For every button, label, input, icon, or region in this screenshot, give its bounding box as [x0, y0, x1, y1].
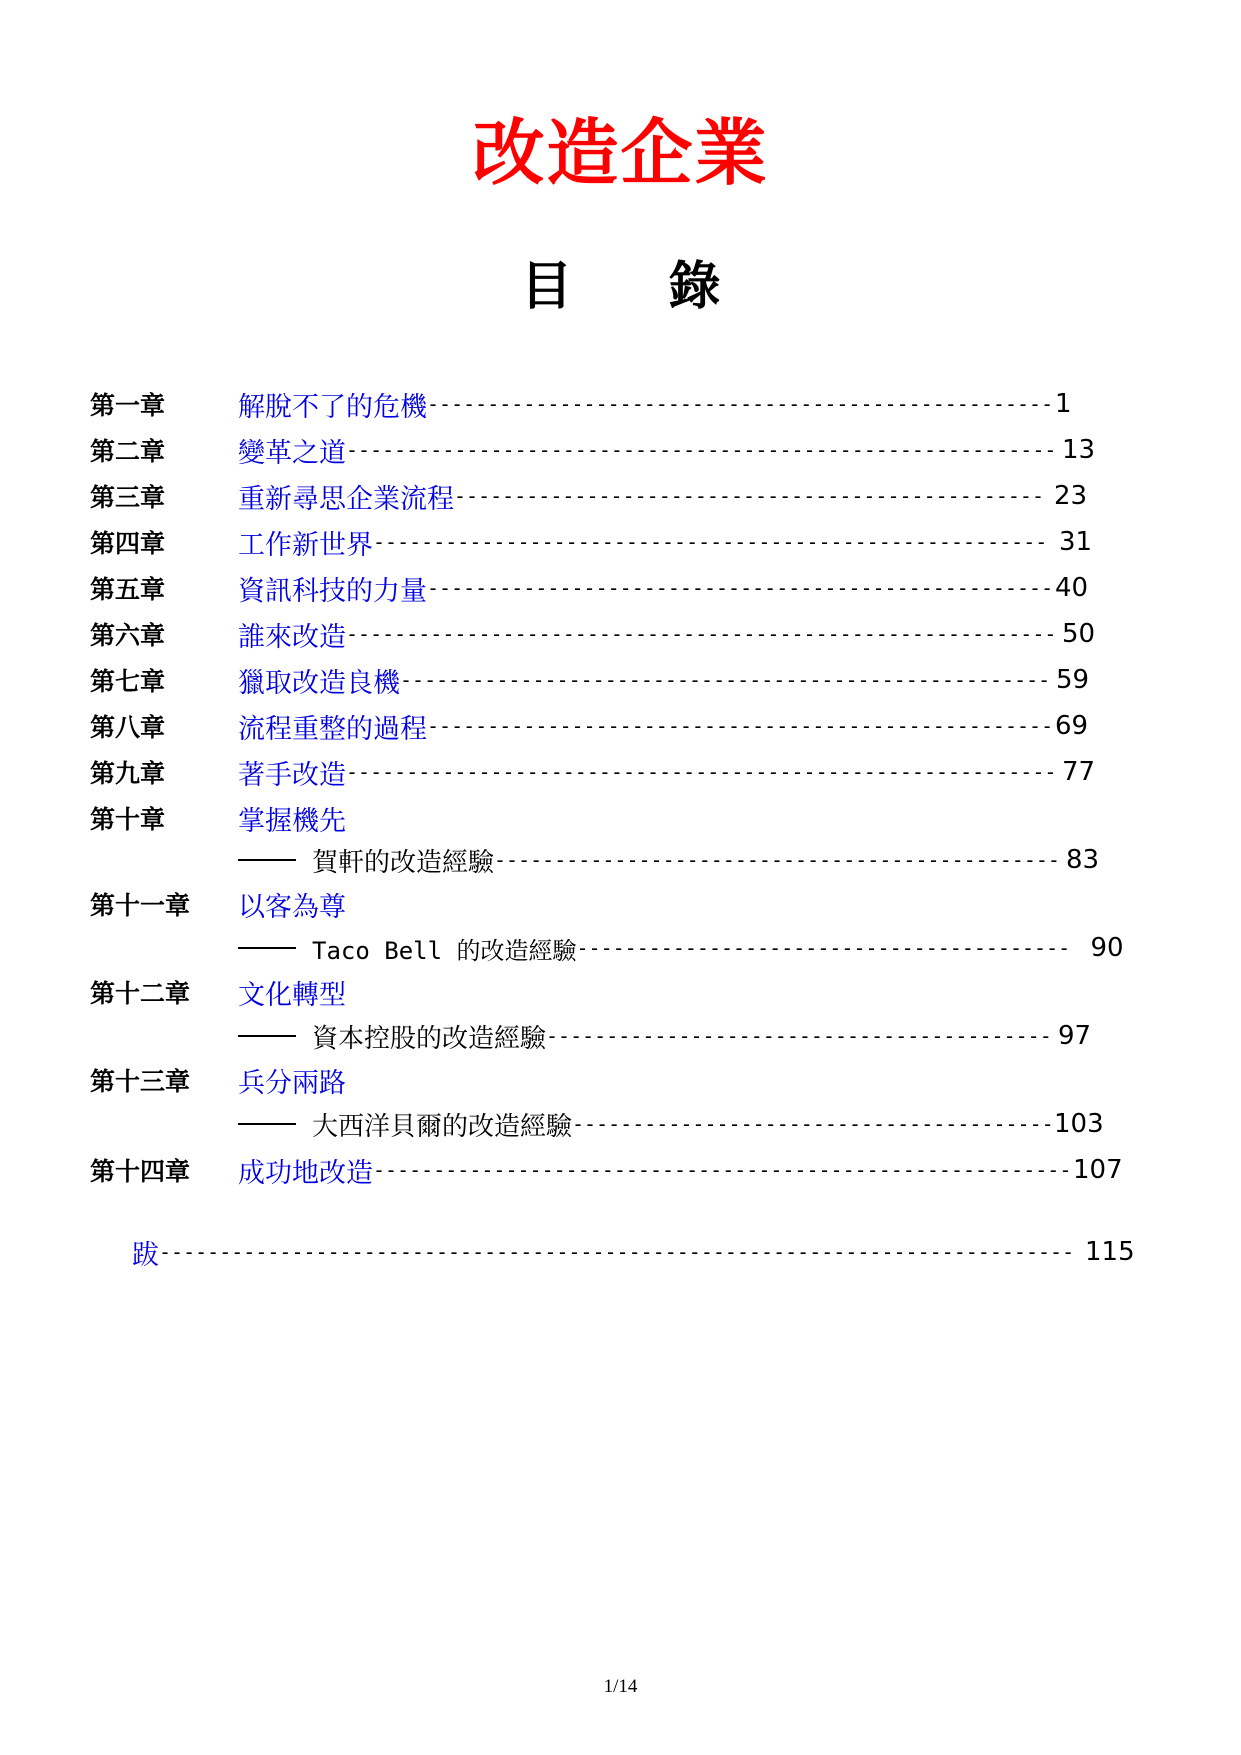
chapter-label: 第九章	[90, 759, 166, 788]
toc-entry[interactable]	[90, 1060, 346, 1100]
leader-dots: -----------------------------------------------------------	[346, 622, 1057, 646]
page-number: 97	[1058, 1021, 1092, 1051]
subentry-title[interactable]: 賀軒的改造經驗	[312, 847, 495, 878]
leader-dots: ------------------------------------------	[546, 1024, 1052, 1048]
chapter-label: 第十四章	[90, 1157, 191, 1186]
page-number: 103	[1054, 1109, 1104, 1139]
leader-dots: ----------------------------------------------------------------------------	[159, 1240, 1075, 1264]
subentry-title[interactable]: 大西洋貝爾的改造經驗	[312, 1111, 573, 1142]
toc-entry[interactable]	[90, 798, 346, 838]
chapter-label: 第五章	[90, 575, 166, 604]
page-number: 69	[1055, 711, 1089, 741]
leader-dots: -----------------------------------------	[576, 936, 1071, 960]
chapter-label: 第四章	[90, 529, 166, 558]
chapter-title[interactable]: 兵分兩路	[238, 1067, 346, 1099]
chapter-label: 第十二章	[90, 979, 191, 1008]
toc-entry[interactable]	[90, 884, 346, 924]
chapter-label: 第七章	[90, 667, 166, 696]
leader-dots: -----------------------------------------------------------	[346, 438, 1057, 462]
toc-entry[interactable]	[90, 660, 1089, 700]
page-number: 40	[1055, 573, 1089, 603]
chapter-title[interactable]: 資訊科技的力量	[238, 575, 427, 607]
chapter-title[interactable]: 掌握機先	[238, 805, 346, 837]
page-number: 31	[1059, 527, 1093, 557]
toc-entry[interactable]	[90, 972, 346, 1012]
chapter-label: 第三章	[90, 483, 166, 512]
toc-subentry[interactable]	[238, 1104, 1104, 1144]
page-number: 115	[1085, 1237, 1135, 1267]
toc-entry[interactable]	[90, 476, 1087, 516]
em-dash	[238, 859, 296, 861]
toc-subentry[interactable]	[238, 840, 1099, 880]
leader-dots: -------------------------------------------------	[454, 484, 1045, 508]
chapter-label: 第六章	[90, 621, 166, 650]
em-dash	[238, 1035, 296, 1037]
leader-dots: ----------------------------------------	[572, 1112, 1054, 1136]
leader-dots: ----------------------------------------------------	[427, 714, 1054, 738]
subentry-title[interactable]: 資本控股的改造經驗	[312, 1023, 547, 1054]
toc-entry[interactable]	[90, 1150, 1123, 1190]
page-number: 83	[1066, 845, 1100, 875]
chapter-title[interactable]: 誰來改造	[238, 621, 346, 653]
chapter-title[interactable]: 變革之道	[238, 437, 346, 469]
leader-dots: -----------------------------------------------	[494, 848, 1060, 872]
leader-dots: --------------------------------------------------------	[373, 530, 1048, 554]
toc-entry[interactable]	[90, 384, 1072, 424]
chapter-label: 第一章	[90, 391, 166, 420]
page-number: 90	[1090, 933, 1124, 963]
em-dash	[238, 1123, 296, 1125]
page-number: 50	[1062, 619, 1096, 649]
chapter-title[interactable]: 流程重整的過程	[238, 713, 427, 745]
chapter-title[interactable]: 文化轉型	[238, 979, 346, 1011]
page-number: 1	[1055, 389, 1072, 419]
page-number: 107	[1073, 1155, 1123, 1185]
toc-entry[interactable]	[90, 522, 1092, 562]
chapter-title[interactable]: 以客為尊	[238, 891, 346, 923]
chapter-label: 第二章	[90, 437, 166, 466]
toc-heading-char-1: 目	[520, 257, 573, 317]
toc-heading-char-2: 錄	[668, 257, 721, 317]
leader-dots: -----------------------------------------------------------	[346, 760, 1057, 784]
chapter-label: 第十三章	[90, 1067, 191, 1096]
chapter-title[interactable]: 解脫不了的危機	[238, 391, 427, 423]
page-number: 13	[1062, 435, 1096, 465]
leader-dots: ------------------------------------------------------	[400, 668, 1051, 692]
chapter-title[interactable]: 重新尋思企業流程	[238, 483, 454, 515]
toc-entry[interactable]	[90, 752, 1095, 792]
page-indicator: 1/14	[603, 1676, 638, 1697]
document-title: 改造企業	[472, 111, 769, 195]
subentry-title[interactable]: Taco Bell 的改造經驗	[312, 936, 577, 965]
chapter-label: 第十一章	[90, 891, 191, 920]
chapter-title[interactable]: 著手改造	[238, 759, 346, 791]
toc-entry[interactable]	[90, 614, 1095, 654]
em-dash	[238, 947, 296, 949]
toc-subentry[interactable]	[238, 1016, 1091, 1056]
page-number: 23	[1054, 481, 1088, 511]
page-number: 77	[1062, 757, 1096, 787]
chapter-label: 第十章	[90, 805, 166, 834]
page-number: 59	[1056, 665, 1090, 695]
chapter-title[interactable]: 工作新世界	[238, 529, 373, 561]
chapter-title[interactable]: 成功地改造	[238, 1157, 373, 1189]
leader-dots: ----------------------------------------------------	[427, 576, 1054, 600]
toc-entry[interactable]	[90, 430, 1095, 470]
toc-entry-postscript[interactable]	[132, 1232, 1135, 1272]
postscript-title[interactable]: 跋	[132, 1239, 159, 1271]
toc-entry[interactable]	[90, 568, 1088, 608]
toc-subentry[interactable]	[238, 928, 1124, 968]
leader-dots: ----------------------------------------------------------	[373, 1158, 1072, 1182]
chapter-label: 第八章	[90, 713, 166, 742]
toc-entry[interactable]	[90, 706, 1088, 746]
leader-dots: ----------------------------------------------------	[427, 392, 1054, 416]
chapter-title[interactable]: 獵取改造良機	[238, 667, 400, 699]
